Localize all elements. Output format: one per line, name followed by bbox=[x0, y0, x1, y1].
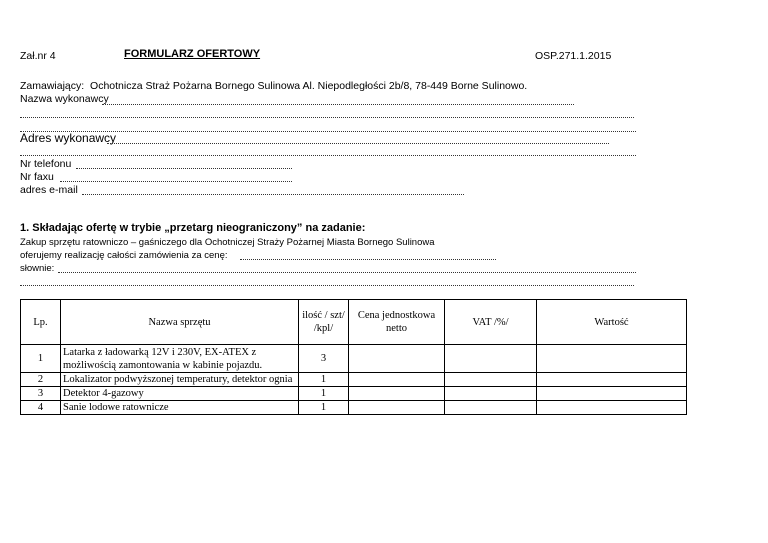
row-qty: 1 bbox=[299, 401, 349, 415]
words-field[interactable] bbox=[58, 272, 636, 273]
row-name: Lokalizator podwyższonej temperatury, detektor ognia bbox=[61, 373, 299, 387]
buyer-label: Zamawiający: bbox=[20, 80, 85, 92]
words-field-2[interactable] bbox=[20, 285, 634, 286]
col-value: Wartość bbox=[537, 300, 687, 345]
row-lp: 1 bbox=[21, 345, 61, 373]
phone-field[interactable] bbox=[76, 168, 292, 169]
table-row bbox=[21, 401, 687, 415]
row-qty: 3 bbox=[299, 345, 349, 373]
contractor-name-field-2[interactable] bbox=[20, 117, 634, 118]
row-unit-price-cell[interactable] bbox=[349, 345, 445, 373]
col-vat: VAT /%/ bbox=[445, 300, 537, 345]
price-field[interactable] bbox=[240, 259, 496, 260]
col-name: Nazwa sprzętu bbox=[61, 300, 299, 345]
table-row bbox=[21, 373, 687, 387]
row-name: Sanie lodowe ratownicze bbox=[61, 401, 299, 415]
contractor-address-field-2[interactable] bbox=[20, 155, 636, 156]
row-name: Latarka z ładowarką 12V i 230V, EX-ATEX z możliwością zamontowania w kabinie pojazdu. bbox=[61, 345, 299, 373]
col-lp: Lp. bbox=[21, 300, 61, 345]
row-vat-cell[interactable] bbox=[445, 401, 537, 415]
row-value-cell[interactable] bbox=[537, 401, 687, 415]
row-vat-cell[interactable] bbox=[445, 373, 537, 387]
fax-field[interactable] bbox=[60, 181, 292, 182]
row-unit-price-cell[interactable] bbox=[349, 401, 445, 415]
row-vat-cell[interactable] bbox=[445, 345, 537, 373]
page-title: FORMULARZ OFERTOWY bbox=[124, 48, 261, 60]
row-value-cell[interactable] bbox=[537, 387, 687, 401]
row-lp: 3 bbox=[21, 387, 61, 401]
contractor-address-label: Adres wykonawcy bbox=[20, 131, 117, 145]
email-label: adres e-mail bbox=[20, 184, 78, 196]
contractor-address-field[interactable] bbox=[107, 143, 609, 144]
contractor-name-label: Nazwa wykonawcy bbox=[20, 93, 109, 105]
row-qty: 1 bbox=[299, 387, 349, 401]
task-description: Zakup sprzętu ratowniczo – gaśniczego dla Ochotniczej Straży Pożarnej Miasta Bornego Sulinowa bbox=[20, 237, 435, 248]
col-unit-price: Cena jednostkowa netto bbox=[349, 300, 445, 345]
buyer-line bbox=[20, 80, 527, 92]
row-value-cell[interactable] bbox=[537, 373, 687, 387]
attachment-number: Zał.nr 4 bbox=[20, 50, 56, 62]
contractor-name-field[interactable] bbox=[102, 104, 574, 105]
words-label: słownie: bbox=[20, 263, 55, 274]
table-header-row bbox=[21, 300, 687, 345]
row-unit-price-cell[interactable] bbox=[349, 387, 445, 401]
email-field[interactable] bbox=[82, 194, 464, 195]
price-label: oferujemy realizację całości zamówienia za cenę: bbox=[20, 250, 228, 261]
row-unit-price-cell[interactable] bbox=[349, 373, 445, 387]
row-lp: 4 bbox=[21, 401, 61, 415]
table-row bbox=[21, 387, 687, 401]
reference-number: OSP.271.1.2015 bbox=[535, 50, 612, 62]
row-vat-cell[interactable] bbox=[445, 387, 537, 401]
buyer-value: Ochotnicza Straż Pożarna Bornego Sulinowa Al. Niepodległości 2b/8, 78-449 Borne Sulinowo. bbox=[90, 80, 528, 92]
row-value-cell[interactable] bbox=[537, 345, 687, 373]
table-row bbox=[21, 345, 687, 373]
row-name: Detektor 4-gazowy bbox=[61, 387, 299, 401]
col-qty: ilość / szt/ /kpl/ bbox=[299, 300, 349, 345]
row-lp: 2 bbox=[21, 373, 61, 387]
row-qty: 1 bbox=[299, 373, 349, 387]
phone-label: Nr telefonu bbox=[20, 158, 72, 170]
section-1-heading: 1. Składając ofertę w trybie „przetarg nieograniczony” na zadanie: bbox=[20, 222, 366, 234]
items-table bbox=[20, 299, 687, 415]
fax-label: Nr faxu bbox=[20, 171, 54, 183]
